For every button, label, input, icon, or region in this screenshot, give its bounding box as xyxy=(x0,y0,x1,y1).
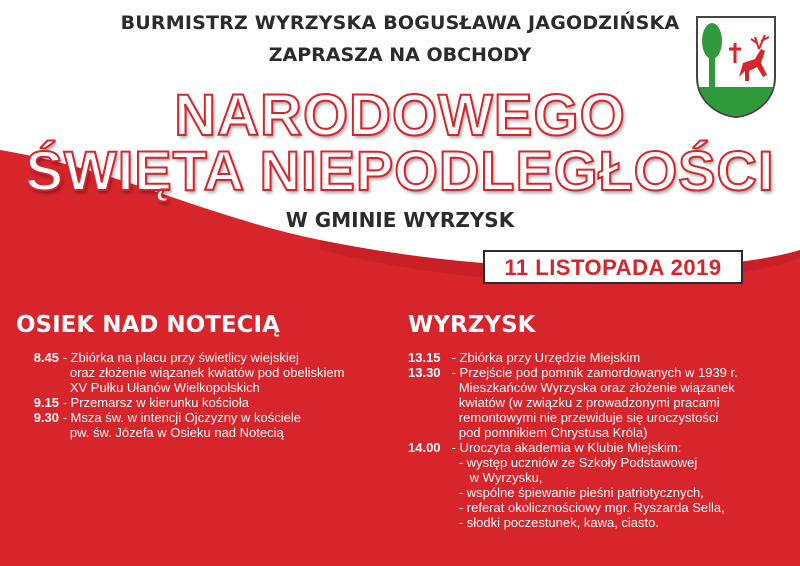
program-text: remontowymi nie przewiduje się uroczystości xyxy=(448,410,719,425)
program-text: oraz złożenie wiązanek kwiatów pod obeliskiem xyxy=(59,365,345,380)
program-line xyxy=(408,485,738,500)
program-line xyxy=(20,365,344,380)
section-title-wyrzysk: WYRZYSK xyxy=(408,312,536,338)
program-line xyxy=(408,350,738,365)
program-line xyxy=(408,470,738,485)
date-text: 11 LISTOPADA 2019 xyxy=(504,255,722,280)
program-text: kwiatów (w związku z prowadzonymi pracami xyxy=(448,395,720,410)
program-line xyxy=(408,440,738,455)
program-text: XV Pułku Ułanów Wielkopolskich xyxy=(59,380,260,395)
program-line xyxy=(408,455,738,470)
program-line xyxy=(408,395,738,410)
program-line xyxy=(20,380,344,395)
program-text: - Zbiórka przy Urzędzie Miejskim xyxy=(448,350,641,365)
program-line xyxy=(20,350,344,365)
program-time: 14.00 xyxy=(408,440,441,455)
program-line xyxy=(408,500,738,515)
program-time: 9.30 xyxy=(33,410,59,425)
program-line xyxy=(20,410,344,425)
program-text: pod pomnikiem Chrystusa Króla) xyxy=(448,425,648,440)
coat-of-arms-icon xyxy=(695,15,777,119)
program-line xyxy=(408,425,738,440)
program-time: 8.45 xyxy=(33,350,59,365)
header-line-1: BURMISTRZ WYRZYSKA BOGUSŁAWA JAGODZIŃSKA xyxy=(120,12,680,34)
program-line xyxy=(408,515,738,530)
title-line-2: ŚWIĘTA NIEPODLEGŁOŚCI xyxy=(25,139,775,202)
title-line-1: NARODOWEGO xyxy=(174,83,626,148)
program-text: - Zbiórka na placu przy świetlicy wiejskiej xyxy=(59,350,299,365)
subtitle: W GMINIE WYRZYSK xyxy=(285,208,515,232)
program-text: w Wyrzysku, xyxy=(448,470,543,485)
program-text: - słodki poczestunek, kawa, ciasto. xyxy=(448,515,659,530)
program-wyrzysk xyxy=(408,350,738,530)
program-line xyxy=(20,425,344,440)
program-text: pw. św. Józefa w Osieku nad Notecią xyxy=(59,425,284,440)
header-line-2: ZAPRASZA NA OBCHODY xyxy=(268,44,532,66)
date-box xyxy=(483,250,743,284)
program-line xyxy=(408,410,738,425)
program-line xyxy=(408,365,738,380)
program-text: Mieszkańców Wyrzyska oraz złożenie wiązanek xyxy=(448,380,735,395)
program-time: 9.15 xyxy=(33,395,59,410)
program-text: - Przejście pod pomnik zamordowanych w 1939 r. xyxy=(448,365,738,380)
program-text: - Msza św. w intencji Ojczyzny w kościele xyxy=(59,410,302,425)
program-text: - Uroczyta akademia w Klubie Miejskim: xyxy=(448,440,682,455)
program-line xyxy=(408,380,738,395)
program-time: 13.30 xyxy=(408,365,441,380)
program-osiek xyxy=(20,350,344,440)
program-text: - występ uczniów ze Szkoły Podstawowej xyxy=(448,455,698,470)
program-text: - Przemarsz w kierunku kościoła xyxy=(59,395,249,410)
program-text: - referat okolicznościowy mgr. Ryszarda Sella, xyxy=(448,500,725,515)
section-title-osiek: OSIEK NAD NOTECIĄ xyxy=(16,312,280,338)
program-line xyxy=(20,395,344,410)
program-time: 13.15 xyxy=(408,350,441,365)
program-text: - wspólne śpiewanie pieśni patriotycznych, xyxy=(448,485,704,500)
